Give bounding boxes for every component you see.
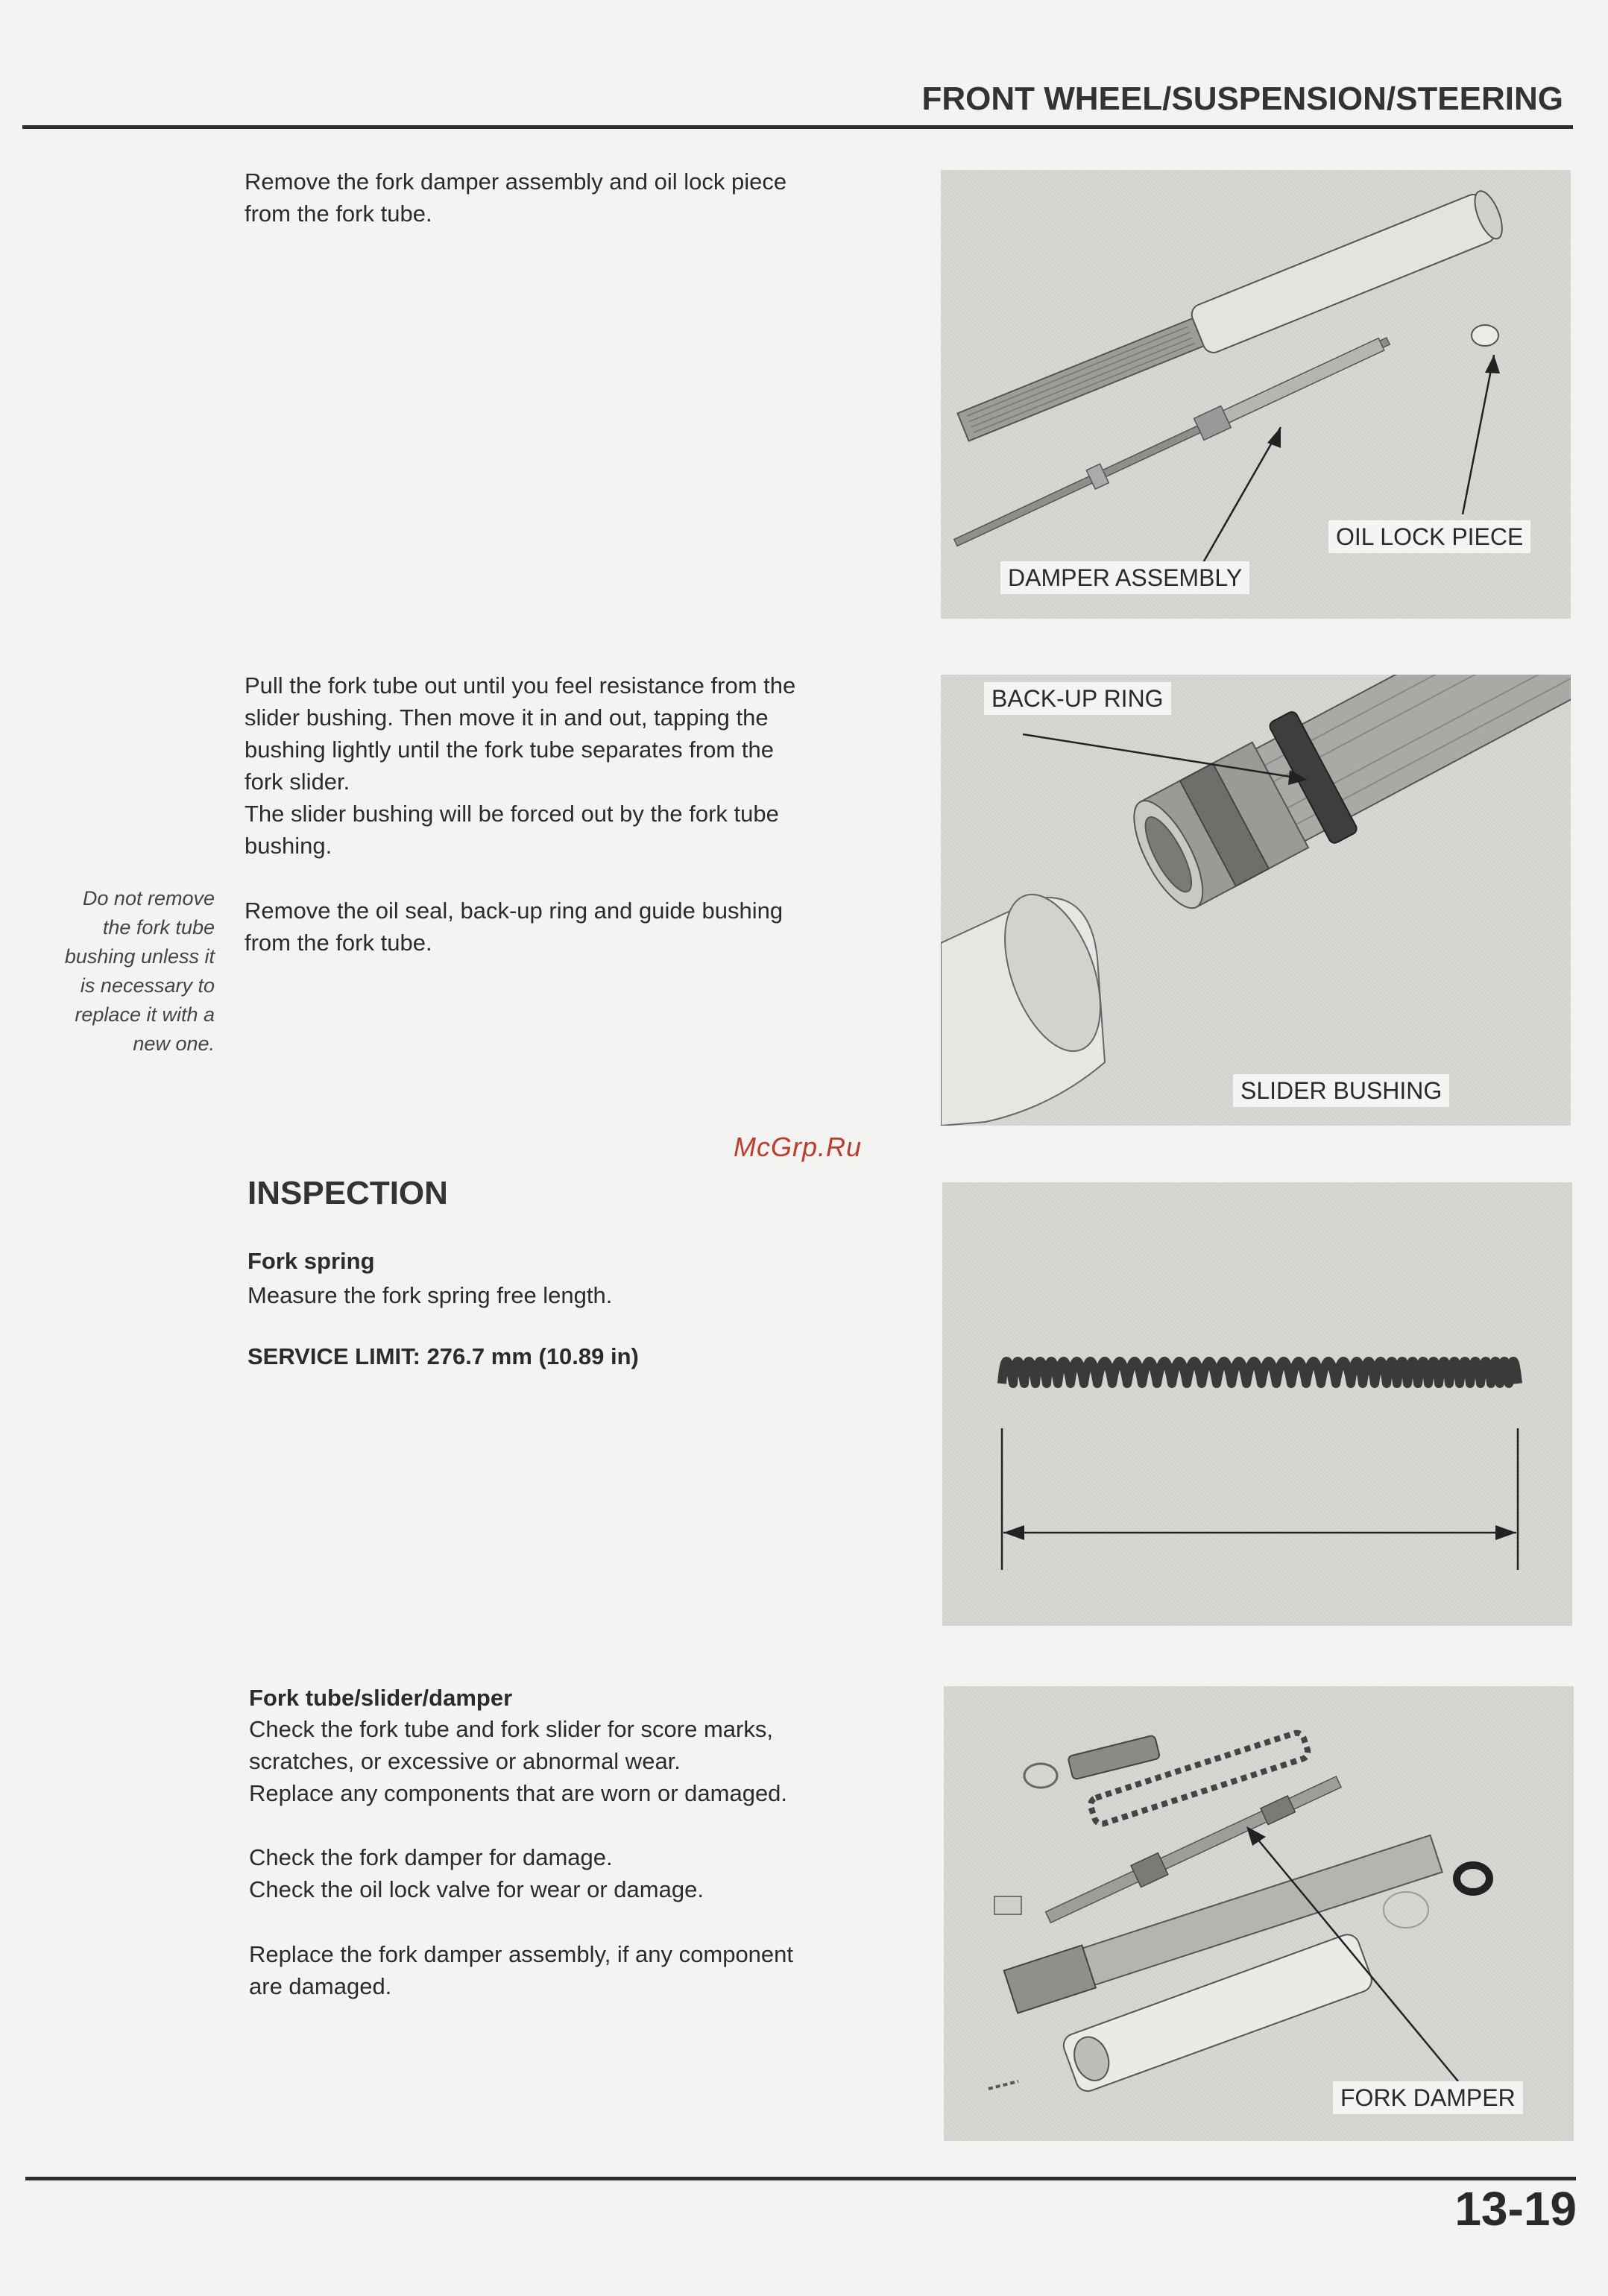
- fork-tube-title: Fork tube/slider/damper: [249, 1685, 513, 1711]
- fork-tube-closeup-drawing: [941, 675, 1571, 1126]
- spring-drawing: [942, 1182, 1572, 1626]
- callout-back-up-ring: BACK-UP RING: [984, 682, 1171, 715]
- callout-slider-bushing: SLIDER BUSHING: [1233, 1074, 1449, 1107]
- remove-seal-text: Remove the oil seal, back-up ring and guide bushing from the fork tube.: [245, 898, 783, 956]
- page-number: 13-19: [1454, 2182, 1577, 2236]
- figure-damper-assembly: [941, 170, 1571, 619]
- page-header-title: FRONT WHEEL/SUSPENSION/STEERING: [921, 81, 1563, 117]
- fork-spring-title: Fork spring: [247, 1248, 375, 1274]
- side-note: Do not remove the fork tube bushing unless it is necessary to replace it with a new one.: [64, 887, 215, 1055]
- watermark: McGrp.Ru: [734, 1132, 863, 1162]
- fork-tube-text-1: Check the fork tube and fork slider for score marks, scratches, or excessive or abnormal wear. Replace any components that are worn or damaged.: [249, 1716, 788, 1806]
- callout-damper-assembly: DAMPER ASSEMBLY: [1000, 561, 1249, 594]
- callout-fork-damper: FORK DAMPER: [1333, 2081, 1523, 2114]
- fork-spring-text: Measure the fork spring free length.: [247, 1282, 613, 1308]
- fork-tube-text-3: Replace the fork damper assembly, if any component are damaged.: [249, 1941, 794, 1999]
- fork-components-drawing: [944, 1686, 1574, 2141]
- footer-rule: [25, 2177, 1576, 2180]
- service-limit: SERVICE LIMIT: 276.7 mm (10.89 in): [247, 1343, 639, 1369]
- figure-slider-bushing: [941, 675, 1571, 1126]
- figure-fork-damper: [944, 1686, 1574, 2141]
- inspection-heading: INSPECTION: [247, 1175, 448, 1211]
- remove-damper-text: Remove the fork damper assembly and oil lock piece from the fork tube.: [245, 168, 787, 227]
- callout-oil-lock-piece: OIL LOCK PIECE: [1328, 520, 1530, 553]
- fork-tube-text-2: Check the fork damper for damage. Check the oil lock valve for wear or damage.: [249, 1844, 704, 1902]
- figure-fork-spring: [942, 1182, 1572, 1626]
- pull-tube-text: Pull the fork tube out until you feel resistance from the slider bushing. Then move it in and out, tapping the bushing lightly until the fork tube separates from the fork slider. The slider bushing will be forced out by the fork tube bushing.: [245, 672, 796, 859]
- header-rule: [22, 125, 1573, 129]
